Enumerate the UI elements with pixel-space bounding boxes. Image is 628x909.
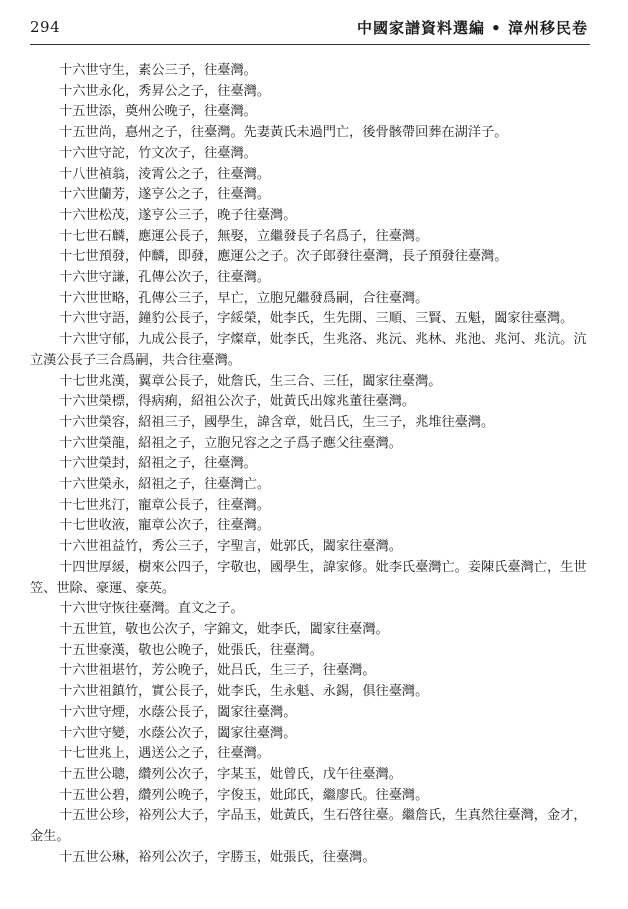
header-divider (30, 44, 590, 45)
genealogy-entry: 十五世笪，敬也公次子，字錦文，妣李氏，闔家往臺灣。 (59, 621, 389, 637)
genealogy-entry: 十六世松茂，遂亨公三子，晚子往臺灣。 (59, 207, 297, 223)
genealogy-entry: 十六世榮龍，紹祖之子，立胞兄容之之子爲子應父往臺灣。 (59, 435, 402, 451)
genealogy-entry: 十六世永化，秀昇公之子，往臺灣。 (59, 83, 271, 99)
genealogy-entry: 十八世禎翁，淩霄公之子，往臺灣。 (59, 166, 271, 182)
genealogy-entry: 十六世守語，鐘豹公長子，字綏榮，妣李氏，生先開、三順、三賢、五魁，闔家往臺灣。 (59, 311, 574, 327)
genealogy-entry: 十六世守變，水蔭公次子，闔家往臺灣。 (59, 725, 297, 741)
genealogy-entry: 十六世守恢往臺灣。直文之子。 (59, 601, 244, 617)
genealogy-entry: 十五世尚，惪州之子，往臺灣。先妻黃氏未過門亡，後骨骸帶回葬在湖洋子。 (59, 125, 508, 141)
genealogy-entry: 十六世榮封，紹祖之子，往臺灣。 (59, 456, 257, 472)
genealogy-entry: 十六世蘭芳，遂亨公之子，往臺灣。 (59, 187, 271, 203)
running-header-title: 中國家譜資料選編 • 漳州移民卷 (356, 19, 588, 37)
genealogy-entry: 十六世榮永，紹祖之子，往臺灣亡。 (59, 477, 271, 493)
genealogy-entry: 十六世守謙，孔傳公次子，往臺灣。 (59, 270, 271, 286)
genealogy-entry: 十六世祖鎮竹，實公長子，妣李氏，生永魁、永錫，俱往臺灣。 (59, 684, 429, 700)
genealogy-entry: 十七世收液，寵章公次子，往臺灣。 (59, 518, 271, 534)
genealogy-entry: 十六世榮標，得病痢，紹祖公次子，妣黃氏出嫁兆董往臺灣。 (59, 394, 416, 410)
genealogy-entry: 十六世守生，素公三子，往臺灣。 (59, 63, 257, 78)
genealogy-entry: 十五世公琳，裕列公次子，字勝玉，妣張氏，往臺灣。 (59, 849, 376, 865)
genealogy-entry: 十六世榮容，紹祖三子，國學生，諱含章，妣吕氏，生三子，兆堆往臺灣。 (59, 414, 495, 430)
genealogy-entry: 十七世兆上，遇送公之子，往臺灣。 (59, 746, 271, 762)
genealogy-entry: 十六世世略，孔傳公三子，早亡，立胞兄繼發爲嗣，合往臺灣。 (59, 290, 429, 306)
genealogy-entry: 十五世公碧，纘列公晚子，字俊玉，妣邱氏，繼廖氏。往臺灣。 (59, 787, 429, 803)
genealogy-entry: 十七世兆汀，寵章公長子，往臺灣。 (59, 497, 271, 513)
genealogy-entry: 十五世公珍，裕列公大子，字品玉，妣黃氏，生石啓往臺。繼詹氏，生真然往臺灣，金才，金生。 (30, 808, 587, 845)
genealogy-entry: 十五世添，奠州公晚子，往臺灣。 (59, 104, 257, 120)
genealogy-entry: 十七世預發，仲麟，即發，應運公之子。次子郎發往臺灣，長子預發往臺灣。 (59, 249, 508, 265)
genealogy-entry: 十六世守煙，水蔭公長子，闔家往臺灣。 (59, 704, 297, 720)
genealogy-entry: 十六世祖堪竹，芳公晚子，妣吕氏，生三子，往臺灣。 (59, 663, 376, 679)
genealogy-entry: 十五世豪漢，敬也公晚子，妣張氏，往臺灣。 (59, 642, 323, 658)
genealogy-entry: 十七世兆漢，翼章公長子，妣詹氏，生三合、三任，闔家往臺灣。 (59, 373, 442, 389)
genealogy-text-body (30, 61, 590, 868)
genealogy-entry: 十七世石麟，應運公長子，無娶，立繼發長子名爲子，往臺灣。 (59, 228, 429, 244)
genealogy-entry: 十五世公聰，纘列公次子，字某玉，妣曾氏，戊午往臺灣。 (59, 766, 402, 782)
genealogy-entry: 十六世守詑，竹文次子，往臺灣。 (59, 145, 257, 161)
genealogy-entry: 十六世守郁，九成公長子，字燦章，妣李氏，生兆洛、兆沅、兆林、兆池、兆河、兆沆。沆立漢公長子三合爲嗣，共合往臺灣。 (30, 332, 587, 368)
genealogy-entry: 十六世祖益竹，秀公三子，字聖言，妣郭氏，闔家往臺灣。 (59, 539, 402, 555)
genealogy-entry: 十四世厚緩，樹來公四子，字敬也，國學生，諱家修。妣李氏臺灣亡。妾陳氏臺灣亡，生世笠、世除、豪運、豪英。 (30, 559, 587, 596)
page-number: 294 (30, 18, 61, 36)
